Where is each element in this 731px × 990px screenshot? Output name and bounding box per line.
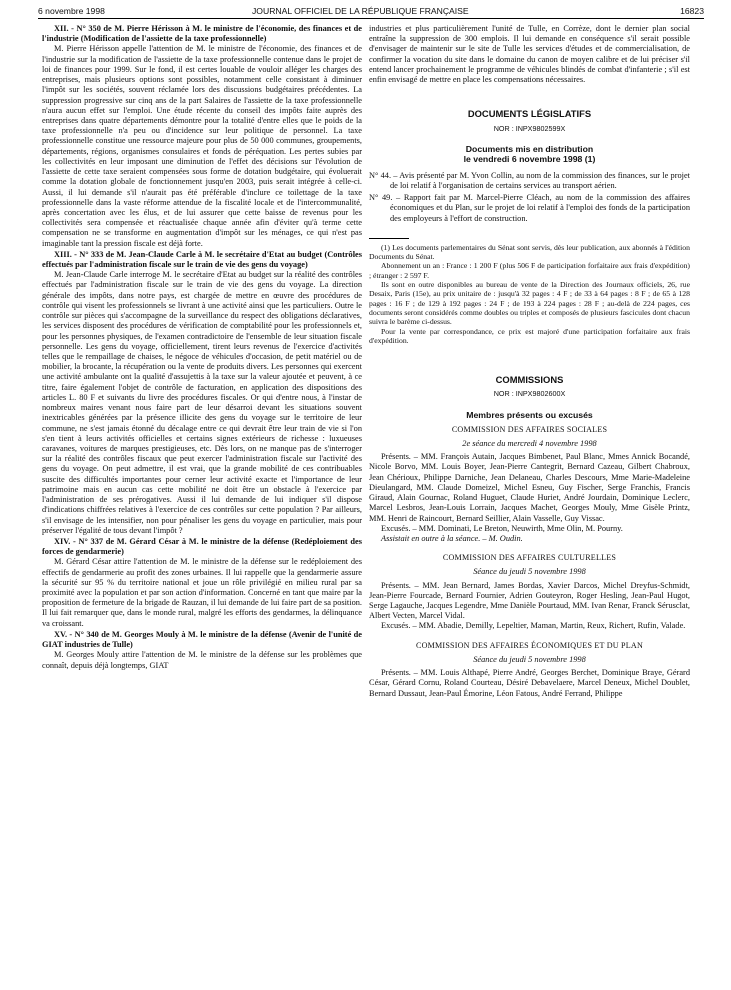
question-15-title: XV. - N° 340 de M. Georges Mouly à M. le ministre de la défense (Avenir de l'unité de GIAT industries de Tulle): [42, 629, 362, 650]
left-column: [42, 24, 362, 671]
question-15-continuation: industries et plus particulièrement l'unité de Tulle, en Corrèze, dont le dernier plan social entraîne la suppression de 300 emplois. Il lui demande en conséquence s'il serait possible d'envisager de maintenir sur le site de Tulle les services d'études et de commercialisation, de confirmer la vocation du site dans le domaine du canon de moyen calibre et de lui préciser s'il entend lancer prochainement le programme de véhicules blindés de combat d'infanterie ; s'il est enfin envisagé de mettre en place les compensations nécessaires.: [369, 24, 690, 85]
commission-culture-date: Séance du jeudi 5 novembre 1998: [473, 567, 586, 577]
commission-social-presents: Présents. – MM. François Autain, Jacques Bimbenet, Paul Blanc, Mmes Annick Bocandé, Nicole Borvo, MM. Louis Boyer, Jean-Pierre Cantegrit, Bernard Cazeau, Gilbert Chabroux, Jean Chérioux, Philippe Darniche, Jean Delaneau, Charles Descours, Mme Marie-Madeleine Dieulangard, MM. Claude Domeizel, Michel Esneu, Guy Fischer, Serge Franchis, Francis Giraud, Alain Gournac, Roland Huguet, Claude Huriet, André Jourdain, Dominique Leclerc, Marcel Lesbros, Jean-Louis Lorrain, Jacques Machet, Georges Mouly, Mme Gisèle Printz, MM. Henri de Raincourt, Bernard Seillier, Alain Vasselle, Guy Vissac.: [369, 452, 690, 523]
commissions-subheading: Membres présents ou excusés: [466, 409, 593, 420]
commission-culture-excuses: Excusés. – MM. Abadie, Demilly, Lepeltier, Maman, Martin, Reux, Richert, Rufin, Valade.: [381, 621, 686, 631]
commission-culture-presents: Présents. – MM. Jean Bernard, James Bordas, Xavier Darcos, Michel Dreyfus-Schmidt, Jean-Pierre Fourcade, Bernard Fournier, Adrien Gouteyron, Roger Hesling, Jean-Paul Hugot, Serge Lagauche, Jacques Legendre, Mme Danièle Pourtaud, MM. Ivan Renar, Franck Sérusclat, Albert Vecten, Marcel Vidal.: [369, 580, 690, 621]
commissions-nor: NOR : INPX9802600X: [493, 389, 566, 399]
header-rule: [38, 18, 704, 19]
documents-heading: DOCUMENTS LÉGISLATIFS: [467, 108, 592, 120]
question-13-title: XIII. - N° 333 de M. Jean-Claude Carle à M. le secrétaire d'Etat au budget (Contrôles effectués par l'administration fiscale sur le train de vie des gens du voyage): [42, 249, 362, 270]
question-15-text: M. Georges Mouly attire l'attention de M. le ministre de la défense sur les problèmes que connaît, depuis déjà longtemps, GIAT: [42, 650, 362, 670]
header-journal-title: JOURNAL OFFICIEL DE LA RÉPUBLIQUE FRANÇAISE: [252, 6, 469, 16]
footnote-1: (1) Les documents parlementaires du Sénat sont servis, dès leur publication, aux abonnés à l'édition Documents du Sénat.: [369, 242, 690, 262]
question-12-title: XII. - N° 350 de M. Pierre Hérisson à M. le ministre de l'économie, des finances et de l'industrie (Modification de l'assiette de la taxe professionnelle): [42, 24, 362, 44]
header-date: 6 novembre 1998: [38, 6, 105, 16]
footnote-shipping: Pour la vente par correspondance, ce prix est majoré d'une participation forfaitaire aux frais d'expédition.: [369, 326, 690, 345]
documents-subheading-2: le vendredi 6 novembre 1998 (1): [463, 154, 596, 165]
question-14-text: M. Gérard César attire l'attention de M. le ministre de la défense sur le redéploiement des effectifs de gendarmerie au profit des zones urbaines. Il lui rappelle que la gendarmerie assure la sécurité sur 95 % du territoire national et joue un rôle privilégié en milieu rural par sa proximité avec la population et par son action d'information. Concerné en tant que maire par la proposition de fermeture de la brigade de Rauzan, il lui demande de lui faire part de sa position. Il lui fait remarquer que, dans le monde rural, malgré les efforts des gendarmes, la délinquance va croissant.: [42, 557, 362, 628]
footnote-prices: Ils sont en outre disponibles au bureau de vente de la Direction des Journaux officiels, 26, rue Desaix, Paris (15e), au prix unitaire de : jusqu'à 32 pages : 4 F ; de 33 à 64 pages : 8 F ; de 65 à 128 pages : 16 F ; de 129 à 192 pages : 24 F ; de 193 à 224 pages : 28 F ; au-delà de 224 pages, ces documents seront considérés comme doubles ou triples et composés de plusieurs fascicules dont chacun suivra le barème ci-dessus.: [369, 280, 690, 327]
commission-economy-date: Séance du jeudi 5 novembre 1998: [473, 654, 586, 664]
document-item-44: N° 44. – Avis présenté par M. Yvon Collin, au nom de la commission des finances, sur le projet de loi relatif à l'organisation de certains services au transport aérien.: [369, 170, 690, 190]
document-item-49: N° 49. – Rapport fait par M. Marcel-Pierre Cléach, au nom de la commission des affaires économiques et du Plan, sur le projet de loi relatif à l'emploi des fonds de la participation des employeurs à l'effort de construction.: [369, 193, 690, 223]
commission-social-date: 2e séance du mercredi 4 novembre 1998: [462, 438, 597, 448]
documents-nor: NOR : INPX9802599X: [493, 123, 566, 133]
documents-subheading-1: Documents mis en distribution: [465, 143, 594, 154]
header-page-number: 16823: [680, 6, 704, 16]
commission-economy-name: COMMISSION DES AFFAIRES ÉCONOMIQUES ET DU PLAN: [415, 640, 643, 650]
commissions-heading: COMMISSIONS: [495, 374, 564, 386]
running-header: [38, 6, 704, 18]
commission-economy-presents: Présents. – MM. Louis Althapé, Pierre André, Georges Berchet, Dominique Braye, Gérard César, Gérard Cornu, Roland Courteau, Désiré Debavelaere, Marcel Deneux, Michel Doublet, Bernard Dussaut, Jean-Paul Émorine, Léon Fatous, André Ferrand, Philippe: [369, 668, 690, 698]
question-12-text: M. Pierre Hérisson appelle l'attention de M. le ministre de l'économie, des finances et de l'industrie sur la modification de l'assiette de la taxe professionnelle contenue dans le projet de loi de finances pour 1999. Sur le fond, il est certes louable de vouloir alléger les charges des entreprises, mais plusieurs options sont possibles, notamment celle consistant à diminuer l'impôt sur les sociétés, souvent réclamée lors des discussions budgétaires précédentes. La suppression progressive sur cinq ans de la part Salaires de l'assiette de la taxe professionnelle n'aura aucun effet sur l'emploi. Une étude récente du conseil des impôts faite auprès des entreprises dans quatre départements démontre pour la totalité d'entre elles que le poids de la taxe professionnelle n'a peu ou d'incidence sur leur politique de personnel. La taxe professionnelle constitue une ressource majeure pour plus de 50 000 communes, groupements, départements, régions, organismes consulaires et fonds de péréquation. Les pertes subies par les collectivités en leur imposant une diminution de l'effet des décisions sur l'évolution de l'assiette de cette taxe seraient compensées sous forme de dotation budgétaire, qui évoluerait comme la dotation globale de fonctionnement jusqu'en 2003, puis serait intégrée à celle-ci. Aussi, il lui demande s'il n'aurait pas été préférable d'inclure ce toilettage de la taxe professionnelle dans la vaste réforme attendue de la fiscalité locale et de l'intercommunalité, après concertation avec les élus, et de lui assurer que cette baisse de revenus pour les collectivités sera compensée et réactualisée chaque année afin d'éviter qu'à terme cette compensation ne se transforme en augmentation d'impôt sur les ménages, ce qui n'est pas imaginable tant la pression fiscale est déjà forte.: [42, 44, 362, 248]
question-13-text: M. Jean-Claude Carle interroge M. le secrétaire d'Etat au budget sur la réalité des contrôles effectués par l'administration fiscale sur le train de vie des gens du voyage. La direction générale des impôts, dans notre pays, est chargée de mettre en œuvre des procédures de contrôle qui visent les professionnels se livrant à une activité ainsi que les particuliers. Outre le contrôle sur pièces qui s'accompagne de la surveillance du respect des obligations déclaratives, les services disposent des procédures de vérification de comptabilité pour les professionnels et, pour les personnes physiques, de l'examen contradictoire de l'ensemble de leur situation fiscale personnelle. Les gens du voyage, officiellement, tirent leurs revenus de l'exercice d'activités telles que le rempaillage de chaises, le négoce de véhicules d'occasion, de petit matériel ou de mobilier, la brocante, la récupération ou la vente de produits divers. Les personnes qui exercent une activité ambulante ont la qualité d'assujettis à la taxe sur la valeur ajoutée et peuvent, à ce titre, faire également l'objet de contrôle de facturation, en application des dispositions des articles L. 80 F et suivants du livre des procédures fiscales. Or qui d'entre nous, à l'instar de nombreux maires venant nous faire part de leur désarroi devant les situations souvent inextricables générées par la présence illicite des gens du voyage sur le territoire de leur commune, ne s'est jamais étonné du décalage entre ce qui devrait être leur train de vie si l'on s'en tient à leurs activités officielles et certains signes extérieurs de richesse : luxueuses caravanes, voitures de marques prestigieuses, etc. Dès lors, on ne manque pas de s'interroger sur la réalité des contrôles fiscaux que peut exercer l'administration fiscale sur l'activité des gens du voyage. On peut admettre, il est vrai, que la grande mobilité de ces contribuables suscite des difficultés importantes pour cerner leur activité exacte et l'importance de leur patrimoine mais en aucun cas cette mobilité ne doit être un obstacle à l'exercice par l'administration de ses prérogatives. Aussi il lui demande de lui indiquer s'il dispose d'indications chiffrées relatives à l'exercice de ces contrôles sur cette population ? Par ailleurs, s'il envisage de les intensifier, non pour pénaliser les gens du voyage en particulier, mais pour préserver l'égalité de tous devant l'impôt ?: [42, 270, 362, 535]
commission-social-excuses: Excusés. – MM. Dominati, Le Breton, Neuwirth, Mme Olin, M. Pourny.: [381, 523, 623, 533]
commission-social-name: COMMISSION DES AFFAIRES SOCIALES: [451, 424, 608, 434]
footnote-subscription: Abonnement un an : France : 1 200 F (plus 506 F de participation forfaitaire aux frais d'expédition) ; étranger : 2 597 F.: [369, 261, 690, 280]
commission-culture-name: COMMISSION DES AFFAIRES CULTURELLES: [442, 553, 617, 563]
question-14-title: XIV. - N° 337 de M. Gérard César à M. le ministre de la défense (Redéploiement des forces de gendarmerie): [42, 536, 362, 557]
footnote-rule: [369, 238, 409, 239]
right-column: [369, 24, 690, 699]
commission-social-assistait: Assistait en outre à la séance. – M. Oudin.: [381, 533, 523, 543]
